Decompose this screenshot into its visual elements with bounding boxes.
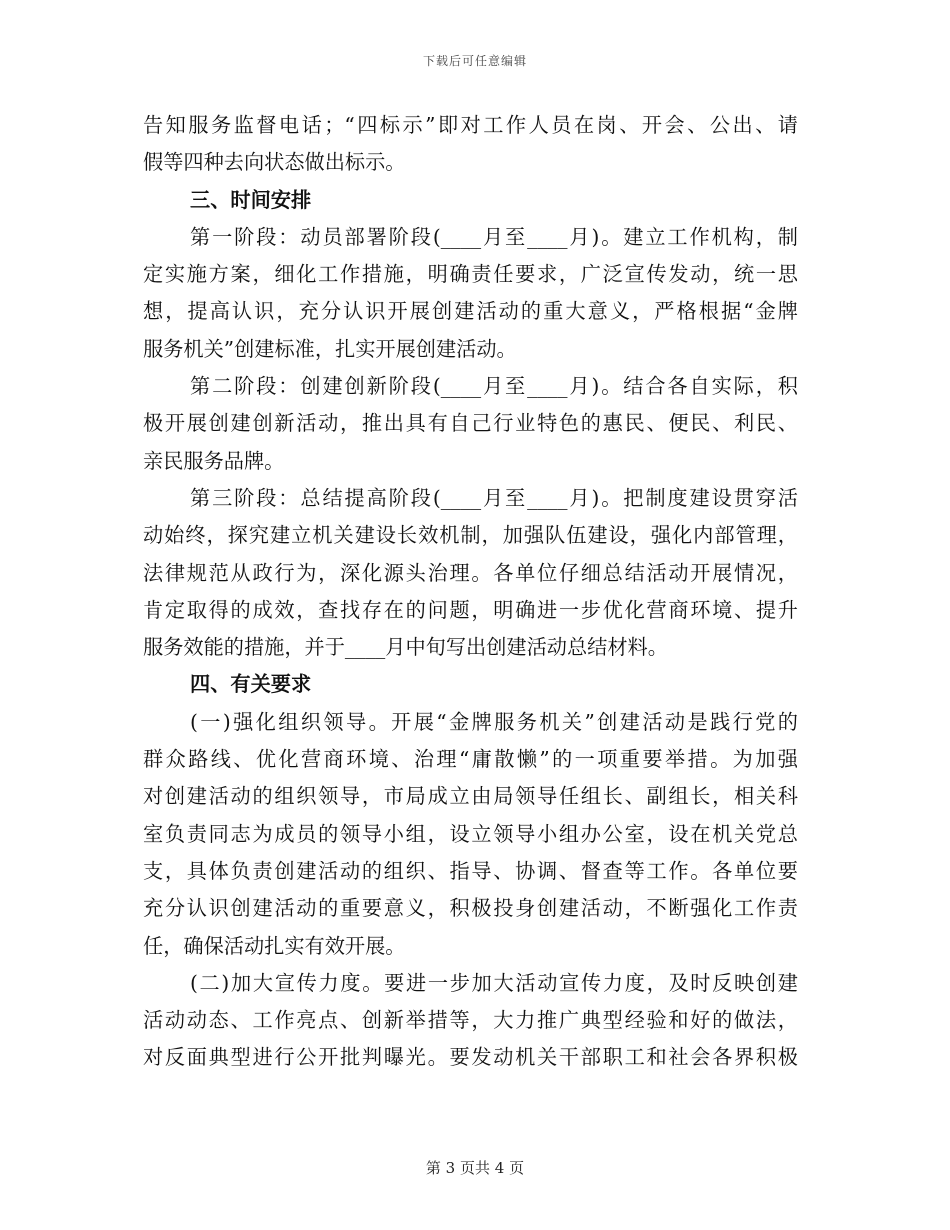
text-line: 支，具体负责创建活动的组织、指导、协调、督查等工作。各单位要 (143, 858, 798, 883)
text-line: 任，确保活动扎实有效开展。 (143, 933, 406, 958)
text-line: 第一阶段：动员部署阶段(____月至____月)。建立工作机构，制 (190, 224, 798, 249)
text-line: (一)强化组织领导。开展“金牌服务机关”创建活动是践行党的 (190, 709, 798, 734)
text-line: 肯定取得的成效，查找存在的问题，明确进一步优化营商环境、提升 (143, 597, 798, 622)
text-line: 对反面典型进行公开批判曝光。要发动机关干部职工和社会各界积极 (143, 1045, 798, 1070)
text-line: 第二阶段：创建创新阶段(____月至____月)。结合各自实际，积 (190, 374, 798, 399)
text-line: 动始终，探究建立机关建设长效机制，加强队伍建设，强化内部管理， (143, 523, 798, 548)
section-heading: 四、有关要求 (190, 672, 312, 697)
text-line: 想，提高认识，充分认识开展创建活动的重大意义，严格根据“金牌 (143, 299, 798, 324)
text-line: 群众路线、优化营商环境、治理“庸散懒”的一项重要举措。为加强 (143, 747, 798, 772)
text-line: 服务效能的措施，并于____月中旬写出创建活动总结材料。 (143, 635, 668, 660)
text-line: 第三阶段：总结提高阶段(____月至____月)。把制度建设贯穿活 (190, 485, 798, 510)
text-line: 充分认识创建活动的重要意义，积极投身创建活动，不断强化工作责 (143, 896, 798, 921)
text-line: 极开展创建创新活动，推出具有自己行业特色的惠民、便民、利民、 (143, 411, 798, 436)
body-text (143, 107, 798, 1077)
text-line: 假等四种去向状态做出标示。 (143, 150, 406, 175)
page-footer: 第 3 页共 4 页 (425, 1159, 525, 1177)
section-heading: 三、时间安排 (190, 187, 312, 212)
text-line: 室负责同志为成员的领导小组，设立领导小组办公室，设在机关党总 (143, 821, 798, 846)
text-line: (二)加大宣传力度。要进一步加大活动宣传力度，及时反映创建 (190, 970, 798, 995)
text-line: 定实施方案，细化工作措施，明确责任要求，广泛宣传发动，统一思 (143, 262, 798, 287)
page-header: 下载后可任意编辑 (422, 54, 527, 68)
text-line: 亲民服务品牌。 (143, 448, 285, 473)
text-line: 对创建活动的组织领导，市局成立由局领导任组长、副组长，相关科 (143, 784, 798, 809)
text-line: 服务机关”创建标准，扎实开展创建活动。 (143, 336, 517, 361)
text-line: 告知服务监督电话；“四标示”即对工作人员在岗、开会、公出、请 (143, 113, 798, 137)
text-line: 法律规范从政行为，深化源头治理。各单位仔细总结活动开展情况， (143, 560, 798, 585)
text-line: 活动动态、工作亮点、创新举措等，大力推广典型经验和好的做法， (143, 1008, 798, 1033)
